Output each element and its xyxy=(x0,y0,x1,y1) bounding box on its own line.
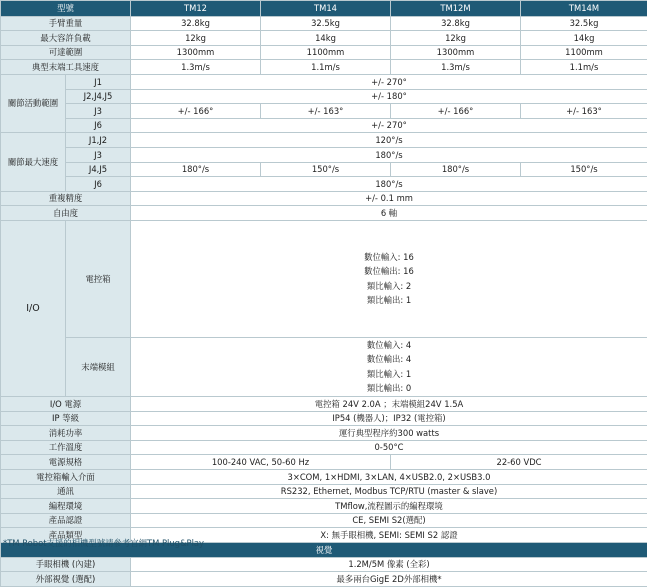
row-label: 工作溫度 xyxy=(1,440,131,455)
cell: 1300mm xyxy=(131,45,261,60)
row-label: I/O 電源 xyxy=(1,397,131,412)
io-line: 類比輸出: 0 xyxy=(131,381,647,396)
table-row xyxy=(1,411,647,426)
cell: 150°/s xyxy=(521,162,647,177)
row-label: I/O xyxy=(1,220,66,396)
row-label: 外部視覺 (選配) xyxy=(1,572,131,587)
cell: 1.3m/s xyxy=(391,60,521,75)
cell: 180°/s xyxy=(391,162,521,177)
cell: 0-50°C xyxy=(131,440,647,455)
model-tm12m: TM12M xyxy=(391,1,521,17)
model-label: 型號 xyxy=(1,1,131,17)
cell: 1.3m/s xyxy=(131,60,261,75)
io-line: 數位輸入: 16 xyxy=(131,250,647,265)
table-row xyxy=(1,426,647,441)
cell: 1300mm xyxy=(391,45,521,60)
row-label: 典型末端工具速度 xyxy=(1,60,131,75)
io-tool-values xyxy=(131,337,647,396)
sub-label: 末端模組 xyxy=(66,337,131,396)
cell: 1100mm xyxy=(521,45,647,60)
sub-label: J1 xyxy=(66,74,131,89)
table-row xyxy=(1,147,647,162)
io-line: 數位輸出: 16 xyxy=(131,264,647,279)
cell: 32.8kg xyxy=(131,16,261,31)
cell: 150°/s xyxy=(261,162,391,177)
sub-label: J4,J5 xyxy=(66,162,131,177)
table-row xyxy=(1,104,647,119)
cell: 12kg xyxy=(391,31,521,46)
row-label: 消耗功率 xyxy=(1,426,131,441)
cell: +/- 270° xyxy=(131,74,647,89)
row-label: 通訊 xyxy=(1,484,131,499)
sub-label: J2,J4,J5 xyxy=(66,89,131,104)
row-label: 關節最大速度 xyxy=(1,133,66,191)
table-row xyxy=(1,440,647,455)
table-row xyxy=(1,133,647,148)
model-tm14: TM14 xyxy=(261,1,391,17)
model-tm12: TM12 xyxy=(131,1,261,17)
table-row xyxy=(1,74,647,89)
cell: 100-240 VAC, 50-60 Hz xyxy=(131,455,391,470)
sub-label: J3 xyxy=(66,147,131,162)
sub-label: J1,J2 xyxy=(66,133,131,148)
row-label: 自由度 xyxy=(1,206,131,221)
cell: +/- 166° xyxy=(391,104,521,119)
cell: 最多兩台GigE 2D外部相機* xyxy=(131,572,647,587)
table-row xyxy=(1,572,647,587)
cell: 14kg xyxy=(261,31,391,46)
row-label: IP 等級 xyxy=(1,411,131,426)
row-label: 電源規格 xyxy=(1,455,131,470)
io-line: 數位輸出: 4 xyxy=(131,352,647,367)
sub-label: J6 xyxy=(66,118,131,133)
io-line: 類比輸入: 1 xyxy=(131,367,647,382)
table-row xyxy=(1,470,647,485)
row-label: 電控箱輸入介面 xyxy=(1,470,131,485)
table-row xyxy=(1,118,647,133)
cell: 32.5kg xyxy=(261,16,391,31)
cell: 3×COM, 1×HDMI, 3×LAN, 4×USB2.0, 2×USB3.0 xyxy=(131,470,647,485)
vision-section-title: 視覺 xyxy=(1,543,647,558)
cell: TMflow,流程圖示的編程環境 xyxy=(131,499,647,514)
cell: 1.1m/s xyxy=(521,60,647,75)
row-label: 產品認證 xyxy=(1,513,131,528)
cell: 1.1m/s xyxy=(261,60,391,75)
cell: 180°/s xyxy=(131,162,261,177)
header-row xyxy=(1,1,647,17)
cell: CE, SEMI S2(選配) xyxy=(131,513,647,528)
cell: 32.5kg xyxy=(521,16,647,31)
row-label: 可達範圍 xyxy=(1,45,131,60)
row-label: 手臂重量 xyxy=(1,16,131,31)
cell: 運行典型程序約300 watts xyxy=(131,426,647,441)
cell: 120°/s xyxy=(131,133,647,148)
row-label: 編程環境 xyxy=(1,499,131,514)
row-label: 重複精度 xyxy=(1,191,131,206)
cell: 電控箱 24V 2.0A ；末端模組24V 1.5A xyxy=(131,397,647,412)
row-label: 最大容許負載 xyxy=(1,31,131,46)
table-row xyxy=(1,397,647,412)
cell: +/- 270° xyxy=(131,118,647,133)
io-control-values xyxy=(131,220,647,337)
sub-label: 電控箱 xyxy=(66,220,131,337)
table-row xyxy=(1,162,647,177)
cell: IP54 (機器人)；IP32 (電控箱) xyxy=(131,411,647,426)
table-row xyxy=(1,89,647,104)
cell: 180°/s xyxy=(131,147,647,162)
table-row xyxy=(1,337,647,396)
cell: 14kg xyxy=(521,31,647,46)
table-row xyxy=(1,557,647,572)
cell: 32.8kg xyxy=(391,16,521,31)
table-row xyxy=(1,191,647,206)
cell: X: 無手眼相機, SEMI: SEMI S2 認證 xyxy=(131,528,647,543)
io-line: 數位輸入: 4 xyxy=(131,338,647,353)
row-label: 手眼相機 (內建) xyxy=(1,557,131,572)
table-row xyxy=(1,60,647,75)
table-row xyxy=(1,484,647,499)
table-row xyxy=(1,513,647,528)
cell: 22-60 VDC xyxy=(391,455,647,470)
cell: 1100mm xyxy=(261,45,391,60)
sub-label: J6 xyxy=(66,177,131,192)
table-row xyxy=(1,16,647,31)
cell: RS232, Ethernet, Modbus TCP/RTU (master & slave) xyxy=(131,484,647,499)
io-line: 類比輸出: 1 xyxy=(131,293,647,308)
table-row xyxy=(1,177,647,192)
cell: 6 軸 xyxy=(131,206,647,221)
cell: 180°/s xyxy=(131,177,647,192)
model-tm14m: TM14M xyxy=(521,1,647,17)
io-line: 類比輸入: 2 xyxy=(131,279,647,294)
row-label: 關節活動範圍 xyxy=(1,74,66,132)
sub-label: J3 xyxy=(66,104,131,119)
cell: 1.2M/5M 像素 (全彩) xyxy=(131,557,647,572)
cell: +/- 163° xyxy=(521,104,647,119)
table-row xyxy=(1,499,647,514)
table-row xyxy=(1,45,647,60)
table-row xyxy=(1,455,647,470)
footnote: *TM Robot支援的相機型號請參考官網TM Plug&Play xyxy=(3,537,204,549)
row-label: 產品類型 xyxy=(1,528,131,543)
table-row xyxy=(1,31,647,46)
table-row xyxy=(1,220,647,337)
cell: +/- 0.1 mm xyxy=(131,191,647,206)
table-row xyxy=(1,206,647,221)
cell: 12kg xyxy=(131,31,261,46)
cell: +/- 166° xyxy=(131,104,261,119)
cell: +/- 163° xyxy=(261,104,391,119)
cell: +/- 180° xyxy=(131,89,647,104)
